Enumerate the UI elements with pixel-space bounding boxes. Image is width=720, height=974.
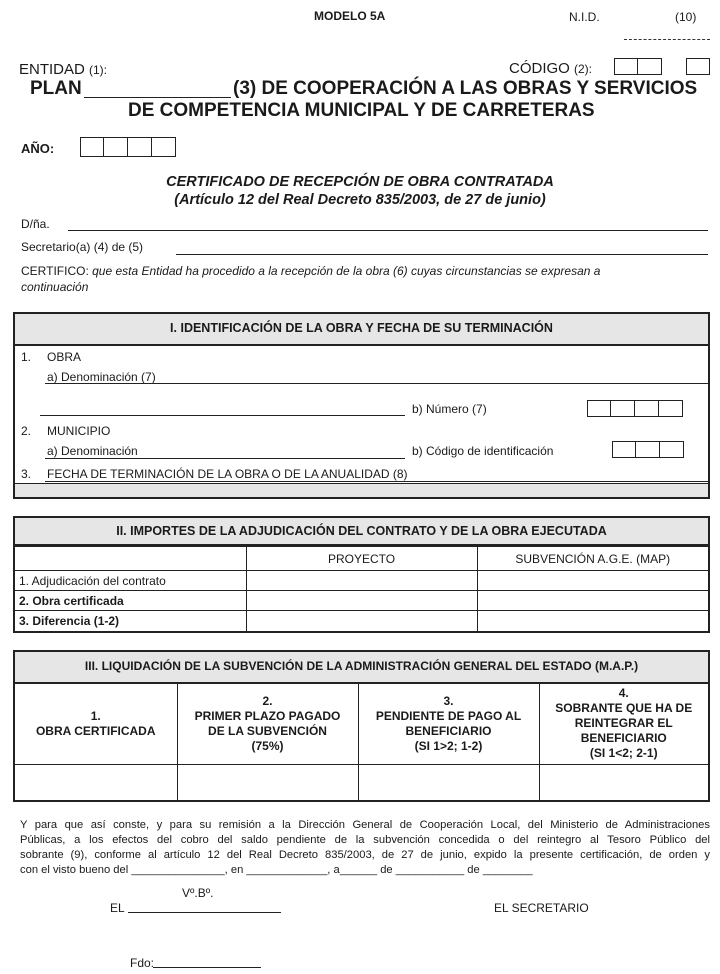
cell-adjudicacion-proyecto[interactable] [246,571,477,591]
s1-fecha-line[interactable] [45,481,708,482]
dna-label: D/ña. [21,217,50,231]
cell-primer-plazo[interactable] [177,764,358,800]
nid-label: N.I.D. [569,10,600,24]
fdo-signature-line[interactable] [153,967,261,968]
plan-word: PLAN [30,78,82,99]
row-obra-certificada: 2. Obra certificada [15,591,246,611]
section1-footer-band [15,483,708,497]
col-sobrante: 4. SOBRANTE QUE HA DE REINTEGRAR EL BENEFICIARIO (SI 1<2; 2-1) [539,684,708,764]
anio-label: AÑO: [21,141,55,156]
row-diferencia: 3. Diferencia (1-2) [15,611,246,632]
plan-blank-line[interactable] [84,97,231,98]
s1-denominacion7: a) Denominación (7) [47,370,156,384]
s1-numero7: b) Número (7) [412,402,487,416]
row-adjudicacion: 1. Adjudicación del contrato [15,571,246,591]
el-label: EL [110,901,125,915]
cell-obra-certificada[interactable] [15,764,177,800]
cell-certificada-subvencion[interactable] [477,591,708,611]
col-subvencion: SUBVENCIÓN A.G.E. (MAP) [477,547,708,571]
cert-title: CERTIFICADO DE RECEPCIÓN DE OBRA CONTRATADA [166,174,554,190]
codigo-box-extra[interactable] [686,58,710,75]
s1-n3: 3. [21,467,32,481]
s1-municipio: MUNICIPIO [47,424,111,438]
s1-obra: OBRA [47,350,82,364]
section1-title: I. IDENTIFICACIÓN DE LA OBRA Y FECHA DE SU TERMINACIÓN [15,314,708,346]
s1-n2: 2. [21,424,32,438]
visto-bueno: Vº.Bº. [182,886,214,900]
s1-codigo-boxes[interactable] [612,441,684,458]
secretario-line[interactable] [176,254,708,255]
anio-boxes[interactable] [80,137,176,157]
cell-diferencia-proyecto[interactable] [246,611,477,632]
s1-fecha: FECHA DE TERMINACIÓN DE LA OBRA O DE LA ANUALIDAD (8) [47,467,408,481]
title-line1: (3) DE COOPERACIÓN A LAS OBRAS Y SERVICIOS [233,78,698,99]
section2-table [15,546,708,632]
certifico-line2: continuación [21,280,89,294]
cell-adjudicacion-subvencion[interactable] [477,571,708,591]
cert-subtitle: (Artículo 12 del Real Decreto 835/2003, de 27 de junio) [174,192,546,208]
entidad-label: ENTIDAD (1): [19,61,108,78]
title-line2: DE COMPETENCIA MUNICIPAL Y DE CARRETERAS [128,100,595,121]
s1-codigo-ident: b) Código de identificación [412,444,554,458]
col-primer-plazo: 2. PRIMER PLAZO PAGADO DE LA SUBVENCIÓN (75%) [177,684,358,764]
section3-title: III. LIQUIDACIÓN DE LA SUBVENCIÓN DE LA ADMINISTRACIÓN GENERAL DEL ESTADO (M.A.P.) [15,652,708,684]
s1-municipio-line[interactable] [45,458,405,459]
cell-certificada-proyecto[interactable] [246,591,477,611]
fdo-label: Fdo: [130,956,155,970]
s1-denominacion7-line[interactable] [45,383,708,384]
dna-line[interactable] [68,230,708,231]
cell-diferencia-subvencion[interactable] [477,611,708,632]
el-signature-line[interactable] [128,912,281,913]
codigo-label: CÓDIGO (2): [509,60,593,77]
col-proyecto: PROYECTO [246,547,477,571]
s1-numero-boxes[interactable] [587,400,683,417]
s1-denominacion7-line2[interactable] [40,415,405,416]
el-secretario: EL SECRETARIO [494,901,589,915]
codigo-boxes[interactable] [614,58,662,75]
s1-n1: 1. [21,350,32,364]
certifico-line1: CERTIFICO: que esta Entidad ha procedido a la recepción de la obra (6) cuyas circunstancias se expresan a [21,264,601,278]
section3-table [15,684,708,800]
form-number: (10) [675,10,697,24]
cell-pendiente-pago[interactable] [358,764,539,800]
cell-sobrante[interactable] [539,764,708,800]
section2-title: II. IMPORTES DE LA ADJUDICACIÓN DEL CONTRATO Y DE LA OBRA EJECUTADA [15,518,708,546]
col-pendiente-pago: 3. PENDIENTE DE PAGO AL BENEFICIARIO (SI 1>2; 1-2) [358,684,539,764]
nid-dashed-line[interactable] [624,39,710,40]
model-label: MODELO 5A [314,9,386,23]
s1-denominacion: a) Denominación [47,444,138,458]
secretario-label: Secretario(a) (4) de (5) [21,240,144,254]
col-obra-certificada: 1. OBRA CERTIFICADA [15,684,177,764]
closing-paragraph: Y para que así conste, y para su remisión a la Dirección General de Cooperación Local, del Ministerio de Administraciones Públicas, a los efectos del cobro del saldo pendiente de la subvención concedida o del reintegro al Tesoro Público del sobrante (9), conforme al artículo 12 del Real Decreto 835/2003, de 27 de junio, expido la presente certificación, de orden y con el visto bueno del _______________, en _____________, a______ de ___________ de ________ [20,819,710,876]
